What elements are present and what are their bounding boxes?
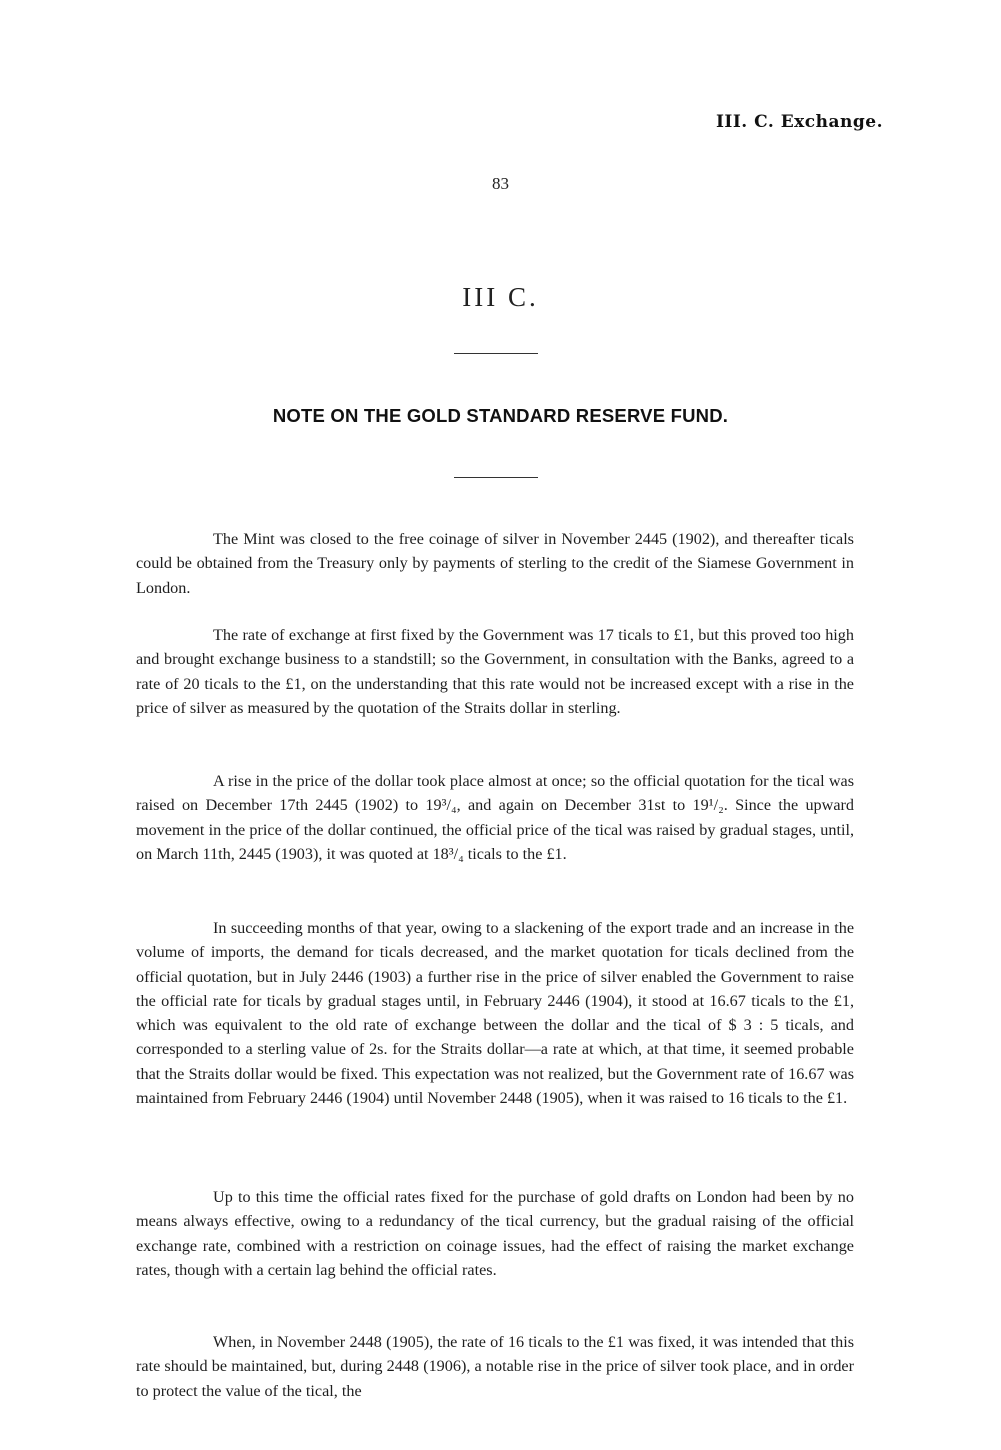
divider-rule bbox=[454, 353, 538, 354]
page-number: 83 bbox=[492, 174, 509, 193]
section-title: NOTE ON THE GOLD STANDARD RESERVE FUND. bbox=[272, 405, 729, 426]
paragraph-text: The Mint was closed to the free coinage of silver in November 2445 (1902), and thereafter ticals could be obtained from the Treasury only by payments of sterling to the credit of the Siamese Government in London. bbox=[136, 530, 854, 597]
paragraph bbox=[136, 623, 854, 720]
paragraph bbox=[136, 1185, 854, 1282]
paragraph-text: The rate of exchange at first fixed by the Government was 17 ticals to £1, but this proved too high and brought exchange business to a standstill; so the Government, in consultation with the Banks, agreed to a rate of 20 ticals to the £1, on the understanding that this rate would not be increased except with a rise in the price of silver as measured by the quotation of the Straits dollar in sterling. bbox=[136, 626, 854, 717]
paragraph bbox=[136, 769, 854, 866]
paragraph-text: In succeeding months of that year, owing to a slackening of the export trade and an increase in the volume of imports, the demand for ticals decreased, and the market quotation for ticals declined from the official quotation, but in July 2446 (1903) a further rise in the price of silver enabled the Government to raise the official rate for ticals by gradual stages until, in February 2446 (1904), it stood at 16.67 ticals to the £1, which was equivalent to the old rate of exchange between the dollar and the tical of $ 3 : 5 ticals, and corresponded to a sterling value of 2s. for the Straits dollar—a rate at which, at that time, it seemed probable that the Straits dollar would be fixed. This expectation was not realized, but the Government rate of 16.67 was maintained from February 2446 (1904) until November 2448 (1905), when it was raised to 16 ticals to the £1. bbox=[136, 919, 854, 1108]
paragraph bbox=[136, 916, 854, 1110]
paragraph-text: A rise in the price of the dollar took place almost at once; so the official quotation for the tical was raised on December 17th 2445 (1902) to 19³/₄, and again on December 31st to 19¹/₂. Since the upward movement in the price of the dollar continued, the official price of the tical was raised by gradual stages, until, on March 11th, 2445 (1903), it was quoted at 18³/₄ ticals to the £1. bbox=[136, 772, 854, 863]
divider-rule bbox=[454, 477, 538, 478]
running-head: III. C. Exchange. bbox=[715, 112, 883, 132]
section-number: III C. bbox=[462, 282, 539, 312]
paragraph bbox=[136, 1330, 854, 1403]
paragraph bbox=[136, 527, 854, 600]
paragraph-text: When, in November 2448 (1905), the rate of 16 ticals to the £1 was fixed, it was intended that this rate should be maintained, but, during 2448 (1906), a notable rise in the price of silver took place, and in order to protect the value of the tical, the bbox=[136, 1333, 854, 1400]
paragraph-text: Up to this time the official rates fixed for the purchase of gold drafts on London had been by no means always effective, owing to a redundancy of the tical currency, but the gradual raising of the official exchange rate, combined with a restriction on coinage issues, had the effect of raising the market exchange rates, though with a certain lag behind the official rates. bbox=[136, 1188, 854, 1279]
